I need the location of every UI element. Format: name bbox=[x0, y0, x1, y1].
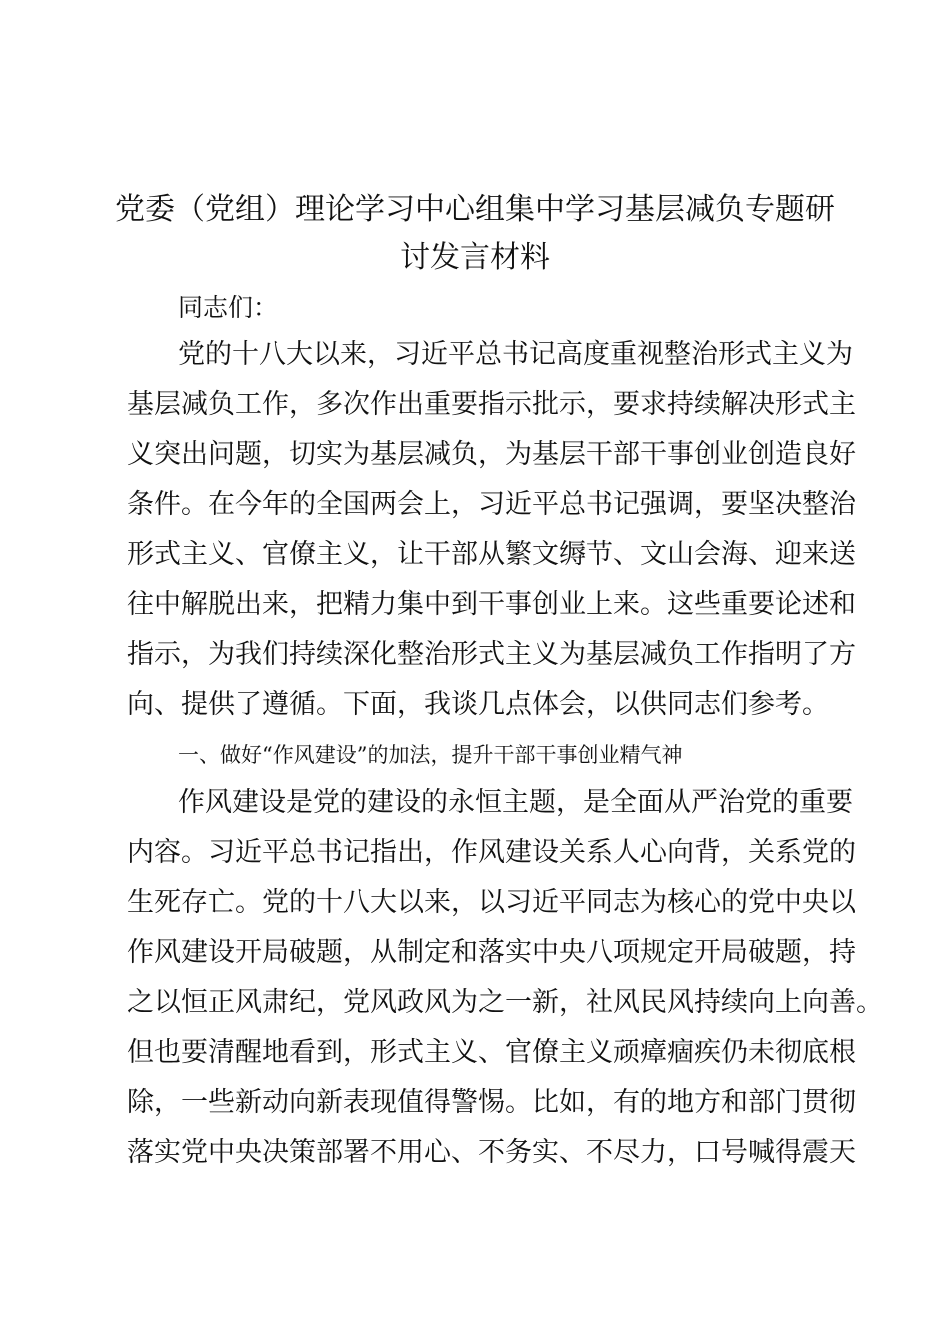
document-title-line-1: 党委（党组）理论学习中心组集中学习基层减负专题研 bbox=[115, 192, 835, 227]
paragraph-1-line-7: 指示，为我们持续深化整治形式主义为基层减负工作指明了方 bbox=[127, 639, 856, 670]
paragraph-2-line-4: 作风建设开局破题，从制定和落实中央八项规定开局破题，持 bbox=[127, 937, 856, 968]
paragraph-2-line-6: 但也要清醒地看到，形式主义、官僚主义顽瘴痼疾仍未彻底根 bbox=[127, 1037, 856, 1068]
paragraph-1-line-3: 义突出问题，切实为基层减负，为基层干部干事创业创造良好 bbox=[127, 439, 856, 470]
paragraph-2-line-8: 落实党中央决策部署不用心、不务实、不尽力，口号喊得震天 bbox=[127, 1137, 856, 1168]
paragraph-1-line-6: 往中解脱出来，把精力集中到干事创业上来。这些重要论述和 bbox=[127, 589, 856, 620]
document-title-line-2: 讨发言材料 bbox=[400, 240, 550, 275]
paragraph-2-line-1: 作风建设是党的建设的永恒主题，是全面从严治党的重要 bbox=[178, 787, 853, 818]
paragraph-1-line-1: 党的十八大以来，习近平总书记高度重视整治形式主义为 bbox=[178, 339, 853, 370]
section-1-heading: 一、做好“作风建设”的加法，提升干部干事创业精气神 bbox=[178, 743, 683, 767]
paragraph-1-line-2: 基层减负工作，多次作出重要指示批示，要求持续解决形式主 bbox=[127, 389, 856, 420]
paragraph-2-line-3: 生死存亡。党的十八大以来，以习近平同志为核心的党中央以 bbox=[127, 887, 856, 918]
paragraph-2-line-2: 内容。习近平总书记指出，作风建设关系人心向背，关系党的 bbox=[127, 837, 856, 868]
paragraph-1-line-5: 形式主义、官僚主义，让干部从繁文缛节、文山会海、迎来送 bbox=[127, 539, 856, 570]
salutation: 同志们： bbox=[178, 293, 279, 322]
paragraph-1-line-8: 向、提供了遵循。下面，我谈几点体会，以供同志们参考。 bbox=[127, 689, 829, 720]
paragraph-2-line-5: 之以恒正风肃纪，党风政风为之一新，社风民风持续向上向善。 bbox=[127, 987, 883, 1018]
paragraph-1-line-4: 条件。在今年的全国两会上，习近平总书记强调，要坚决整治 bbox=[127, 489, 856, 520]
paragraph-2-line-7: 除，一些新动向新表现值得警惕。比如，有的地方和部门贯彻 bbox=[127, 1087, 856, 1118]
